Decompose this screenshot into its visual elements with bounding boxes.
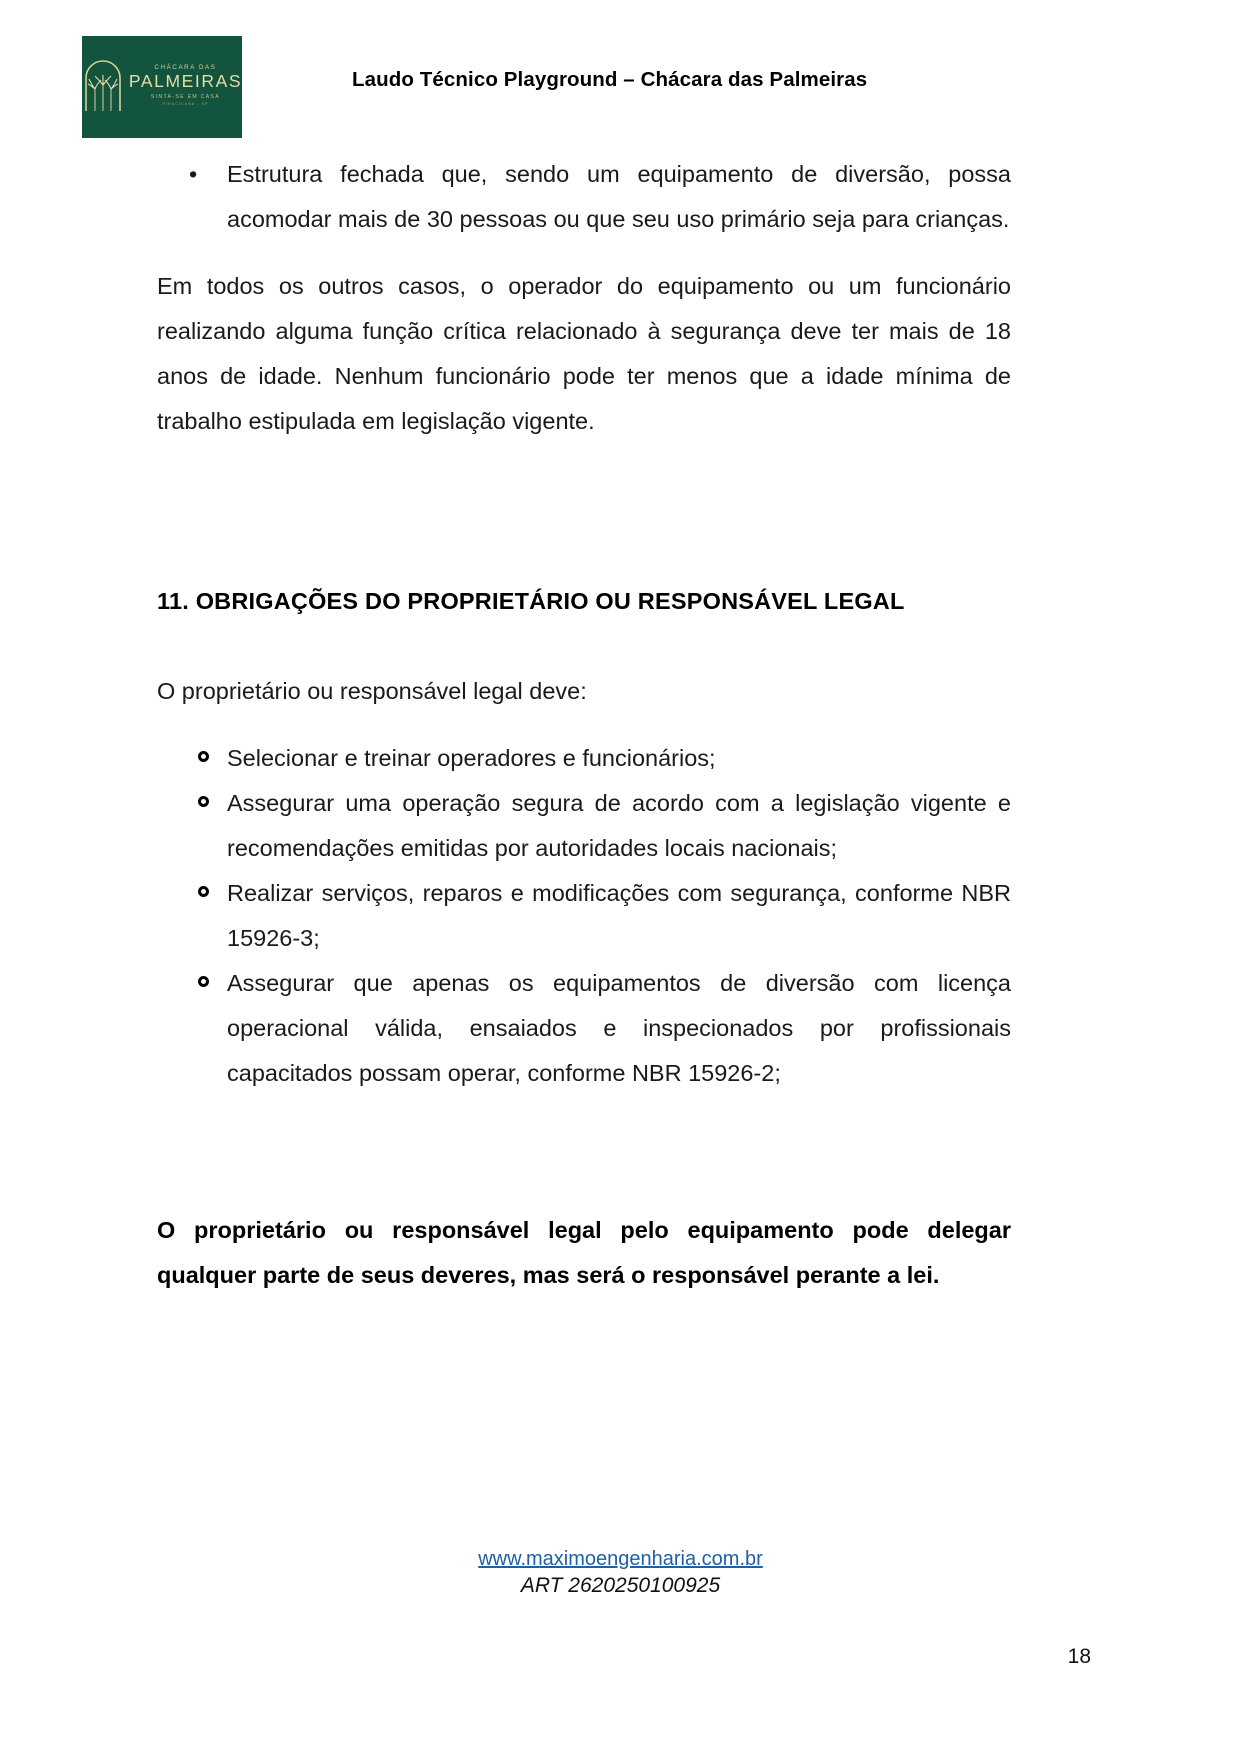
page-content [157, 152, 1011, 1298]
logo-line-tagline: SINTA-SE EM CASA [150, 93, 221, 100]
company-logo [82, 36, 242, 138]
list-item [157, 736, 1011, 781]
logo-line-chacara: CHÁCARA DAS [154, 64, 217, 72]
list-item-text: Assegurar que apenas os equipamentos de diversão com licença operacional válida, ensaiados e inspecionados por profissionais capacitados possam operar, conforme NBR 15926-2; [227, 970, 1011, 1086]
hollow-circle-bullet-icon [198, 886, 209, 897]
logo-line-city: PIRACICABA - SP [162, 102, 209, 107]
bullet-dot-icon: • [189, 161, 198, 187]
section-heading-11: 11. OBRIGAÇÕES DO PROPRIETÁRIO OU RESPONSÁVEL LEGAL [157, 588, 905, 614]
palm-arch-icon [82, 59, 124, 113]
header-title: Laudo Técnico Playground – Chácara das Palmeiras [352, 68, 868, 91]
page-number: 18 [1067, 1645, 1091, 1668]
logo-line-palmeiras: PALMEIRAS [128, 71, 243, 92]
paragraph-general-rule: Em todos os outros casos, o operador do equipamento ou um funcionário realizando alguma função crítica relacionado à segurança deve ter mais de 18 anos de idade. Nenhum funcionário pode ter menos que a idade mínima de trabalho estipulada em legislação vigente. [157, 273, 1011, 434]
footer-art-number: ART 2620250100925 [520, 1574, 721, 1597]
obligations-list [157, 736, 1011, 1096]
paragraph-intro: O proprietário ou responsável legal deve: [157, 678, 587, 704]
hollow-circle-bullet-icon [198, 796, 209, 807]
hollow-circle-bullet-icon [198, 976, 209, 987]
list-item-text: Assegurar uma operação segura de acordo com a legislação vigente e recomendações emitidas por autoridades locais nacionais; [227, 790, 1011, 861]
page-footer [0, 1548, 1241, 1598]
hollow-circle-bullet-icon [198, 751, 209, 762]
footer-website-link[interactable]: www.maximoengenharia.com.br [478, 1548, 763, 1570]
list-item-text: Realizar serviços, reparos e modificações com segurança, conforme NBR 15926-3; [227, 880, 1011, 951]
top-bullet-list [157, 152, 1011, 242]
list-item [157, 961, 1011, 1096]
list-item-text: Selecionar e treinar operadores e funcionários; [227, 745, 716, 771]
list-item [157, 781, 1011, 871]
list-item [157, 871, 1011, 961]
page-header [0, 0, 1241, 150]
paragraph-closing-bold: O proprietário ou responsável legal pelo equipamento pode delegar qualquer parte de seus deveres, mas será o responsável perante a lei. [157, 1217, 1011, 1288]
list-item [157, 152, 1011, 242]
list-item-text: Estrutura fechada que, sendo um equipamento de diversão, possa acomodar mais de 30 pessoas ou que seu uso primário seja para crianças. [227, 161, 1011, 232]
